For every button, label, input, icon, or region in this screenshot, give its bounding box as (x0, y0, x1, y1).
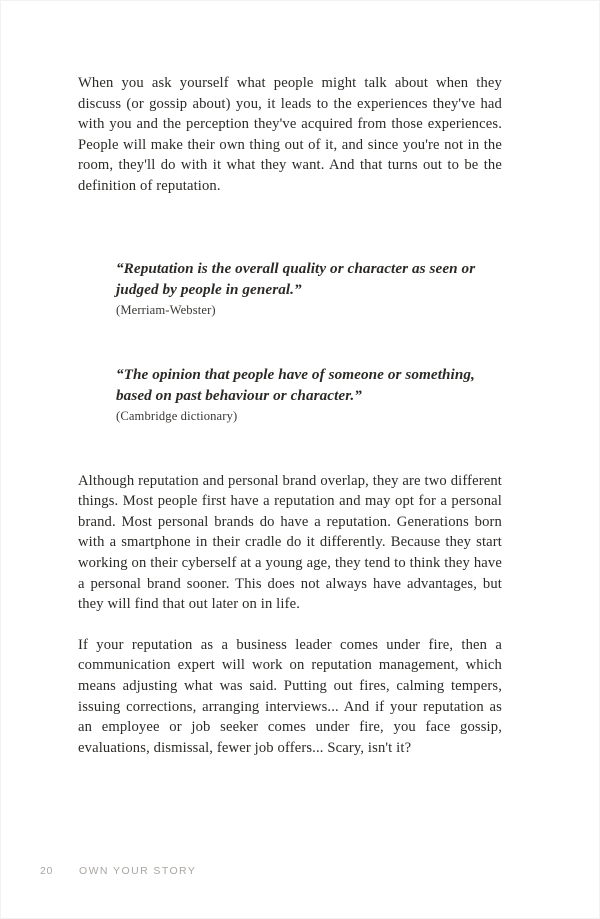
spacer (78, 319, 502, 364)
running-head-title: OWN YOUR STORY (79, 865, 197, 877)
page-content (78, 73, 502, 758)
spacer (78, 217, 502, 258)
paragraph-reputation-definition: When you ask yourself what people might talk about when they discuss (or gossip about) you, it leads to the experiences they've had with you and the perception they've acquired from those experiences. People will make their own thing out of it, and since you're not in the room, they'll do with it what they want. And that turns out to be the definition of reputation. (78, 75, 502, 194)
quote-text: “The opinion that people have of someone or something, based on past behaviour or character.” (116, 365, 475, 405)
quote-source: (Cambridge dictionary) (116, 408, 238, 423)
quote-source: (Merriam-Webster) (116, 302, 216, 317)
quote-merriam-webster (78, 258, 502, 319)
page-number: 20 (40, 865, 53, 877)
paragraph-reputation-vs-personal-brand: Although reputation and personal brand overlap, they are two different things. Most people first have a reputation and may opt for a personal brand. Most personal brands do have a reputation. Generations born with a smartphone in their cradle do it differently. Because they start working on their cyberself at a young age, they tend to think they have a personal brand sooner. This does not always have advantages, but they will find that out later on in life. (78, 472, 502, 613)
page-footer (40, 865, 196, 877)
quote-cambridge-dictionary (78, 364, 502, 425)
spacer (78, 425, 502, 471)
quote-text: “Reputation is the overall quality or character as seen or judged by people in general.” (116, 259, 476, 299)
paragraph-reputation-under-fire: If your reputation as a business leader comes under fire, then a communication expert will work on reputation management, which means adjusting what was said. Putting out fires, calming tempers, issuing corrections, arranging interviews... And if your reputation as an employee or job seeker comes under fire, you face gossip, evaluations, dismissal, fewer job offers... Scary, isn't it? (78, 636, 502, 756)
